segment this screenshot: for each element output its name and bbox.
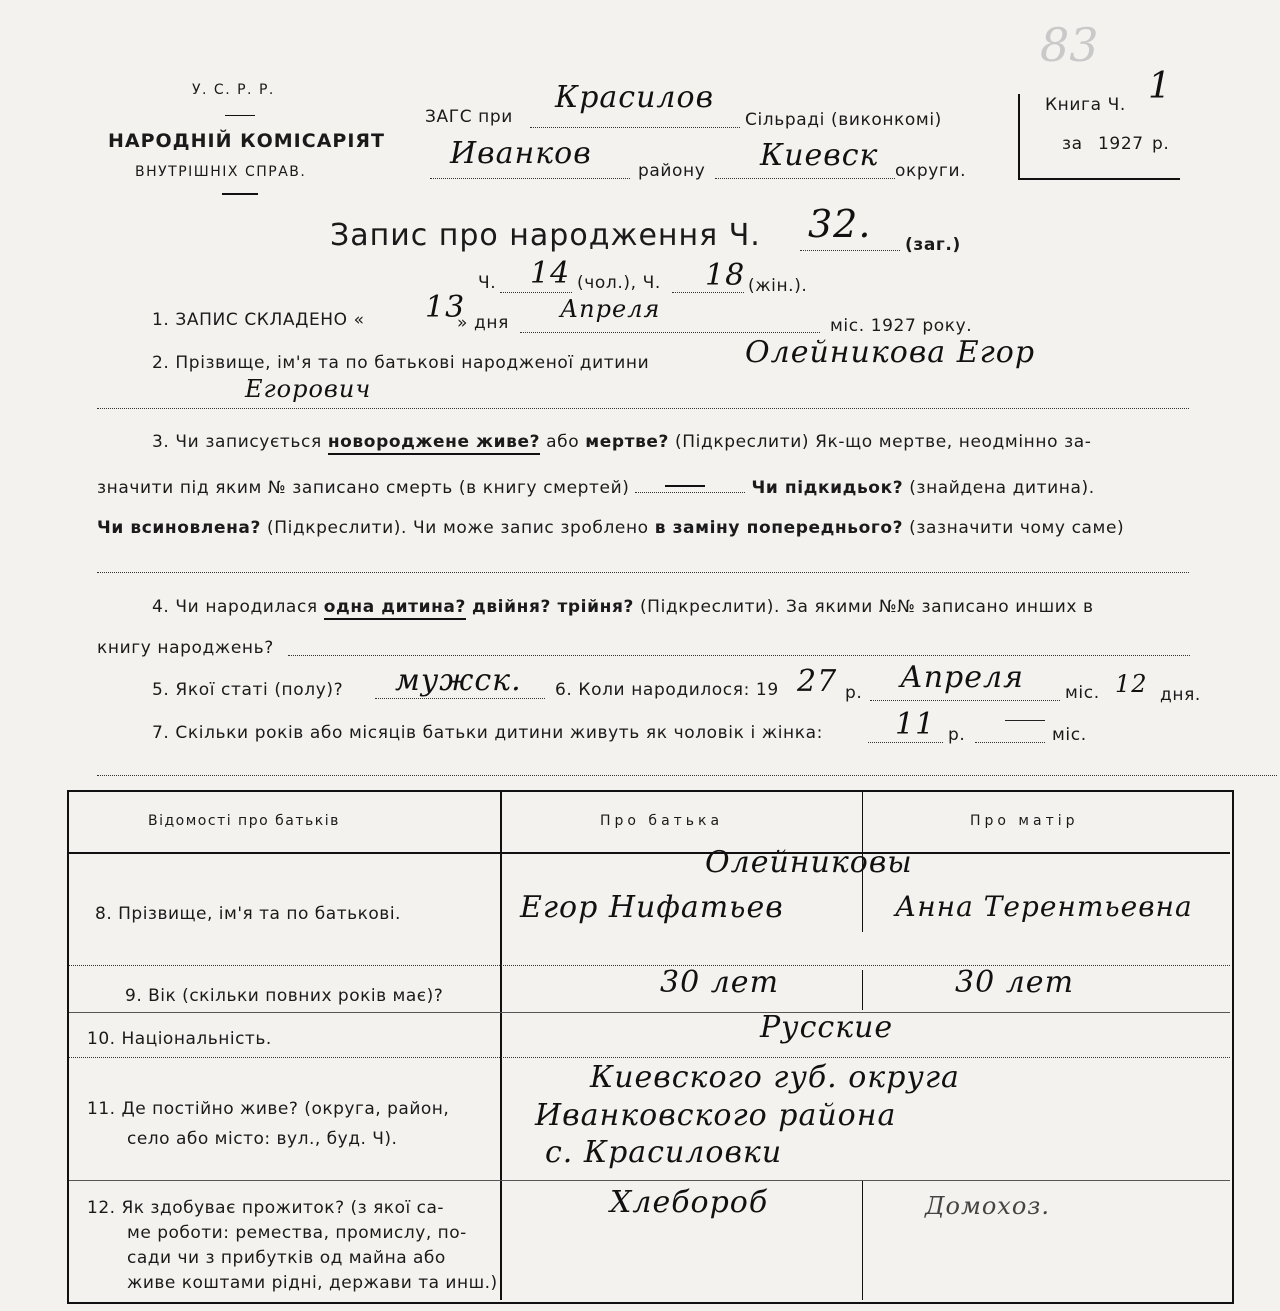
sex-handwritten: мужск.: [395, 663, 522, 698]
item5-text: 5. Якої статі (полу)?: [152, 680, 344, 700]
item3-a: 3. Чи записується: [152, 432, 322, 452]
item3-dead: мертве?: [585, 432, 670, 452]
item3-l: (зазначити чому саме): [909, 518, 1125, 538]
item4-single: одна дитина?: [324, 597, 466, 620]
book-box-bottom: [1018, 178, 1180, 180]
item3-adopted: Чи всиновлена?: [97, 518, 261, 538]
record-number-handwritten: 32.: [808, 202, 872, 246]
raion-handwritten: Иванков: [450, 136, 592, 171]
row11-label-line1: 11. Де постійно живе? (округа, район,: [87, 1099, 450, 1119]
dotted-line: [500, 292, 572, 293]
row12-label-line3: сади чи з прибутків од майна або: [127, 1248, 446, 1268]
item3-alive: новороджене живе?: [328, 432, 540, 455]
item4-line2: книгу народжень?: [97, 638, 274, 658]
father-age-handwritten: 30 лет: [660, 965, 780, 1000]
table-col-divider: [862, 1180, 863, 1300]
father-name-handwritten: Егор Нифатьев: [520, 890, 784, 925]
item7-months-label: міс.: [1052, 725, 1087, 745]
okrug-label: округи.: [895, 161, 967, 181]
item3-line2: [97, 478, 1095, 499]
record-day-handwritten: 13: [425, 290, 466, 325]
mother-age-handwritten: 30 лет: [955, 965, 1075, 1000]
item2-text: 2. Прізвище, ім'я та по батькові народженої дитини: [152, 353, 650, 373]
village-council-label: Сільраді (виконкомі): [745, 110, 942, 130]
row9-label: 9. Вік (скільки повних років має)?: [125, 986, 444, 1006]
male-count-handwritten: 14: [530, 256, 571, 291]
dotted-line: [520, 332, 820, 333]
birth-month-handwritten: Апреля: [900, 660, 1024, 695]
table-row-divider: [69, 1057, 1230, 1059]
item1-text: 1. ЗАПИС СКЛАДЕНО «: [152, 310, 365, 330]
marriage-months-dash: [1005, 720, 1045, 721]
item4-d: (Підкреслити). За якими №№ записано инших в: [639, 597, 1094, 617]
dotted-line: [715, 178, 895, 179]
mother-occupation-handwritten: Домохоз.: [925, 1192, 1051, 1220]
table-header-father: Про батька: [600, 813, 724, 829]
row10-label: 10. Національність.: [87, 1029, 272, 1049]
dotted-line: [288, 655, 1190, 656]
book-label: Книга Ч.: [1045, 95, 1126, 115]
dotted-line: [868, 742, 943, 743]
dotted-line: [375, 698, 545, 699]
okrug-handwritten: Киевск: [760, 138, 879, 173]
item7-years-label: р.: [948, 725, 966, 745]
row12-label-line1: 12. Як здобуває прожиток? (з якої са-: [87, 1198, 444, 1218]
item6-year-label: р.: [845, 683, 863, 703]
item4-twins: двійня? трійня?: [471, 597, 634, 617]
nationality-handwritten: Русские: [760, 1010, 894, 1045]
year-value: 1927: [1098, 134, 1144, 154]
total-label: (заг.): [905, 235, 961, 255]
item1-day-label: » дня: [457, 313, 509, 333]
residence-line3-handwritten: с. Красиловки: [545, 1135, 783, 1170]
table-row-divider: [69, 1180, 1230, 1181]
year-suffix: р.: [1152, 134, 1170, 154]
item6-day-label: дня.: [1160, 685, 1201, 705]
birth-day-handwritten: 12: [1115, 670, 1148, 698]
male-count-label: (чол.), Ч.: [577, 273, 661, 293]
dotted-line: [430, 178, 630, 179]
row12-label-line4: живе коштами рідні, держави та инш.): [127, 1273, 498, 1293]
residence-line1-handwritten: Киевского губ. округа: [590, 1060, 960, 1095]
table-header-mother: Про матір: [970, 813, 1079, 829]
parents-surname-handwritten: Олейниковы: [705, 845, 913, 880]
dotted-line: [97, 408, 1189, 409]
table-col-divider: [500, 792, 502, 1300]
dotted-line: [800, 250, 900, 251]
book-box-left: [1018, 94, 1020, 179]
table-row-divider: [69, 852, 1230, 854]
divider: [222, 193, 258, 195]
raion-label: району: [638, 161, 706, 181]
internal-affairs-label: ВНУТРІШНІХ СПРАВ.: [135, 164, 307, 180]
item6-text: 6. Коли народилося: 19: [555, 680, 779, 700]
dotted-line: [530, 127, 740, 128]
ussr-label: У. С. Р. Р.: [192, 82, 275, 98]
item3-replacement: в заміну попереднього?: [654, 518, 904, 538]
child-patronymic-handwritten: Егорович: [245, 375, 372, 403]
male-count-prefix: Ч.: [478, 273, 497, 293]
residence-line2-handwritten: Иванковского района: [535, 1098, 897, 1133]
item7-text: 7. Скільки років або місяців батьки дитини живуть як чоловік і жінка:: [152, 723, 823, 743]
item3-foundling: Чи підкидьок?: [751, 478, 904, 498]
female-count-handwritten: 18: [705, 258, 746, 293]
dotted-line: [870, 700, 1060, 701]
item3-line3: [97, 518, 1124, 538]
item3-j: (Підкреслити). Чи може запис зроблено: [266, 518, 649, 538]
zags-label: ЗАГС при: [425, 107, 513, 127]
year-prefix: за: [1062, 134, 1083, 154]
record-month-handwritten: Апреля: [560, 295, 661, 323]
item3-f: значити під яким № записано смерть (в книгу смертей): [97, 478, 630, 498]
father-occupation-handwritten: Хлебороб: [610, 1185, 769, 1220]
marriage-years-handwritten: 11: [895, 707, 936, 742]
child-name-handwritten: Олейникова Егор: [745, 335, 1036, 370]
table-row-divider: [69, 1012, 1230, 1013]
book-number-handwritten: 1: [1148, 66, 1172, 107]
item3-h: (знайдена дитина).: [909, 478, 1095, 498]
table-header-info: Відомості про батьків: [148, 813, 340, 829]
record-title: Запис про народження Ч.: [330, 218, 761, 253]
row11-label-line2: село або місто: вул., буд. Ч).: [127, 1129, 398, 1149]
row8-label: 8. Прізвище, ім'я та по батькові.: [95, 904, 401, 924]
item4-line1: [152, 597, 1094, 617]
row12-label-line2: ме роботи: ремества, промислу, по-: [127, 1223, 467, 1243]
item3-line1: [152, 432, 1092, 452]
archive-number: 83: [1040, 18, 1099, 72]
female-count-label: (жін.).: [748, 276, 808, 296]
mother-name-handwritten: Анна Терентьевна: [895, 890, 1193, 923]
table-col-divider: [862, 970, 863, 1010]
dotted-line: [97, 572, 1189, 573]
item4-a: 4. Чи народилася: [152, 597, 318, 617]
dotted-line: [97, 775, 1277, 776]
item1-year-label: міс. 1927 року.: [830, 316, 973, 336]
item3-or: або: [546, 432, 580, 452]
commissariat-title: НАРОДНІЙ КОМІСАРІЯТ: [108, 130, 385, 152]
dotted-line: [975, 742, 1045, 743]
item6-month-label: міс.: [1065, 683, 1100, 703]
village-handwritten: Красилов: [555, 80, 715, 115]
dotted-line: [672, 292, 744, 293]
birth-year-handwritten: 27: [797, 664, 838, 699]
divider: [225, 115, 255, 116]
item3-e: (Підкреслити) Як-що мертве, неодмінно за-: [675, 432, 1092, 452]
